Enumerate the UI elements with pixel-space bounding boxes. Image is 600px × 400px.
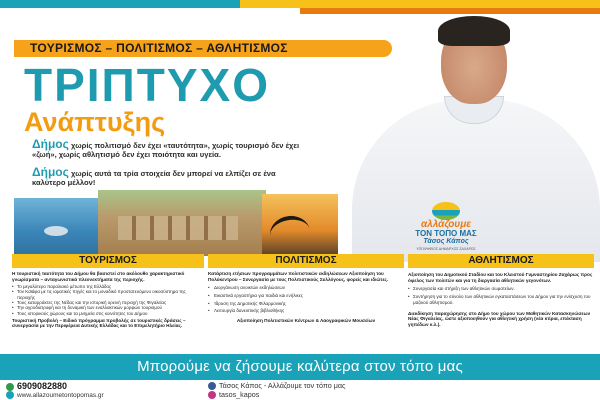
motto-text: Μπορούμε να ζήσουμε καλύτερα στον τόπο μας [137,358,463,375]
logo-emblem [432,202,460,220]
logo-line-2: ΤΟΝ ΤΟΠΟ ΜΑΣ [415,229,477,238]
web-icon [6,391,14,399]
culture-note: Αξιοποίηση Πολιτιστικών Κέντρων & Λαογραφικών Μουσείων [236,317,376,323]
contact-phone[interactable] [6,381,67,391]
list-item: • Τον Καϊάφα με τις ιαματικές πηγές και το μοναδικό προστατευόμενο οικοσύστημα της περιοχής [12,289,204,300]
list-item: • Συντήρηση για το σύνολο των αθλητικών εγκαταστάσεων του Δήμου για την ενίσχυση του μαζικού αθλητισμού. [408,294,594,305]
slogan-2-lead: Δήμος [32,165,69,179]
photo-sunset-coast [262,194,338,260]
list-item: • Λειτουργία δανειστικής βιβλιοθήκης [208,308,404,313]
tourism-column [12,254,204,364]
instagram-icon [208,391,216,399]
facebook-icon [208,382,216,390]
website-url: www.allazoumetontopomas.gr [17,392,104,399]
contact-website-link[interactable] [6,391,104,400]
sports-note: Διεκδίκηση παραχώρησης στο Δήμο του χώρου των Μαθητικών Κατασκηνώσεων Νέας Φιγαλείας, ώστε αξιοποιηθούν για αθλητική χρήση (νέα κτίρια, επέκταση γηπέδων κ.λ.). [408,311,591,327]
slogan-1 [32,137,302,159]
phone-number: 6909082880 [17,381,68,391]
list-item: • Τους ιστορικούς χώρους και τα μνημεία στις κοινότητες του Δήμου [12,311,204,316]
logo-line-1: αλλάζουμε [420,219,472,230]
tourism-list [12,284,204,316]
logo-candidate-name: Τάσος Κάπος [423,238,469,245]
tourism-intro: Η τουριστική ταυτότητα του Δήμου θα βασιστεί στο ακόλουθο χαρακτηριστικό γνωρίσματα – ανταγωνιστικά πλεονεκτήματα της περιοχής. [12,271,185,282]
slogan-1-lead: Δήμος [32,137,69,151]
list-item: • Τους καταρράκτες της Νέδας και την ιστορική ορεινή περιοχή της Φιγαλείας [12,300,204,305]
motto-bar [0,354,600,380]
sports-heading: ΑΘΛΗΤΙΣΜΟΣ [408,254,594,268]
tourism-note: Τουριστική Προβολή – Ειδικό πρόγραμμα προβολής σε τουριστικές δράσεις – συνεργασία με την Περιφέρεια Δυτικής Ελλάδας και το Επιμελητήριο Ηλείας. [12,317,186,329]
list-item: • Συνεργασία και στήριξη των αθλητικών σωματείων. [408,286,594,291]
topic-tagline-banner [14,40,392,57]
headline-title: ΤΡΙΠΤΥΧΟ [24,59,271,111]
tourism-heading: ΤΟΥΡΙΣΜΟΣ [12,254,204,268]
list-item: • Διοργάνωση ανοικτών εκδηλώσεων [208,285,404,290]
culture-column [208,254,404,364]
instagram-handle: tasos_kapos [219,390,260,399]
list-item: • Το μεγαλύτερο παραλιακό μέτωπο της Ελλάδος [12,284,204,289]
photo-archaeological-site [98,190,266,256]
headline-subtitle: Ανάπτυξης [24,107,166,137]
list-item: • Εικαστικά εργαστήρια για παιδιά και ενήλικες [208,293,404,298]
list-item: • Την αγροδιατροφή και τη δυναμική των εναλλακτικών μορφών τουρισμού [12,305,204,310]
slogan-2 [32,165,292,187]
contact-instagram-link[interactable] [208,390,259,400]
facebook-handle: Τάσος Κάπος - Αλλάζουμε τον τόπο μας [219,381,346,390]
slogan-1-text: χωρίς πολιτισμό δεν έχει «ταυτότητα», χωρίς τουρισμό δεν έχει «ζωή», χωρίς αθλητισμό δεν έχει ποιότητα και υγεία. [32,141,300,159]
sports-intro: Αξιοποίηση του Δημοτικού Σταδίου και του Κλειστού Γυμναστηρίου Ζαχάρως προς όφελος των πολιτών και για τη διεργασία αθλητικών γεγονότων. [408,272,593,283]
phone-icon [6,383,14,391]
culture-list [208,285,404,314]
top-color-band [0,0,600,8]
sports-column [408,254,594,364]
culture-heading: ΠΟΛΙΤΙΣΜΟΣ [208,254,404,268]
topic-tagline: ΤΟΥΡΙΣΜΟΣ – ΠΟΛΙΤΙΣΜΟΣ – ΑΘΛΗΤΙΣΜΟΣ [30,41,288,55]
photo-sea-sports [14,198,100,260]
list-item: • Ίδρυση της Δημοτικής Φιλαρμονικής [208,301,404,306]
logo-caption: ΥΠΟΨΗΦΙΟΣ ΔΗΜΑΡΧΟΣ ΖΑΧΑΡΩΣ [416,247,476,251]
sports-list [408,286,594,305]
contact-bar [0,380,600,400]
slogan-2-text: χωρίς αυτά τα τρία στοιχεία δεν μπορεί να ελπίζει σε ένα καλύτερο μέλλον! [32,169,276,187]
campaign-logo [404,202,488,254]
culture-intro: Κατάρτιση ετήσιων προγραμμάτων πολιτιστικών εκδηλώσεων Αξιοποίηση του Πολύκεντρου – Συνεργασία με τους Πολιτιστικούς Συλλόγους, φορείς και ιδιώτες. [208,271,389,282]
candidate-hair [438,16,510,46]
